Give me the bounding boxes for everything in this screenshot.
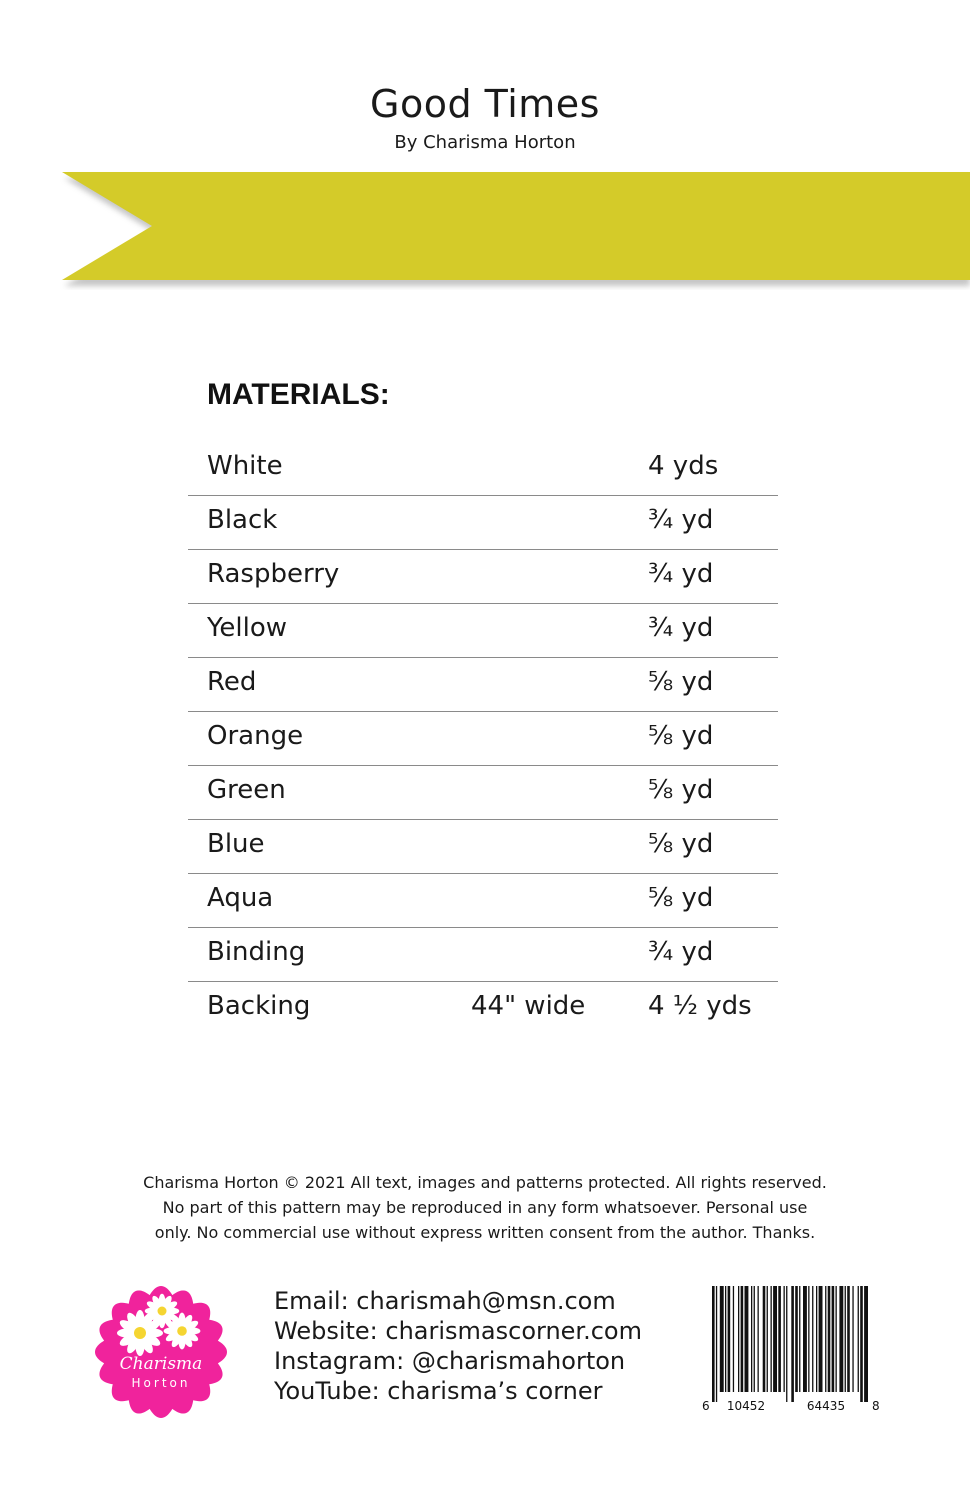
barcode-bar: [847, 1286, 850, 1392]
barcode-bar: [784, 1286, 785, 1392]
material-quantity: ⅝ yd: [648, 883, 714, 913]
material-name: Green: [207, 775, 286, 805]
material-name: White: [207, 451, 283, 481]
author-byline: By Charisma Horton: [394, 132, 576, 153]
material-name: Black: [207, 505, 278, 535]
barcode-bar: [754, 1286, 755, 1392]
material-quantity: ¾ yd: [648, 613, 714, 643]
materials-heading: MATERIALS:: [207, 378, 390, 411]
table-row: [188, 928, 778, 982]
material-quantity: 4 yds: [648, 451, 719, 481]
material-name: Orange: [207, 721, 304, 751]
barcode-bar: [767, 1286, 768, 1392]
website-line: Website: charismascorner.com: [274, 1317, 642, 1345]
barcode-bar: [860, 1286, 863, 1402]
logo-surname: Horton: [131, 1376, 191, 1390]
table-row: [188, 820, 778, 874]
barcode-group-left: 10452: [726, 1399, 766, 1413]
barcode-bar: [728, 1286, 731, 1392]
table-row: [188, 874, 778, 928]
material-name: Raspberry: [207, 559, 340, 589]
barcode-bar: [791, 1286, 794, 1402]
page-title: Good Times: [370, 82, 600, 126]
barcode-bar: [741, 1286, 744, 1392]
copyright-line: Charisma Horton © 2021 All text, images and patterns protected. All rights reserved.: [143, 1173, 827, 1192]
barcode-bar: [773, 1286, 777, 1392]
barcode-bar: [852, 1286, 853, 1392]
barcode-bar: [720, 1286, 724, 1392]
barcode-bar: [716, 1286, 717, 1402]
copyright-notice: [0, 1170, 970, 1245]
material-quantity: ¾ yd: [648, 937, 714, 967]
material-quantity: ⅝ yd: [648, 775, 714, 805]
barcode-bar: [795, 1286, 798, 1392]
barcode-bar: [763, 1286, 766, 1392]
table-row: [188, 712, 778, 766]
barcode-bar: [836, 1286, 837, 1392]
barcode-bar: [712, 1286, 715, 1402]
material-quantity: ⅝ yd: [648, 667, 714, 697]
barcode-bar: [812, 1286, 813, 1392]
upc-barcode: [700, 1284, 882, 1416]
table-row: [188, 442, 778, 496]
barcode-bar: [725, 1286, 726, 1392]
material-quantity: ⅝ yd: [648, 721, 714, 751]
barcode-group-right: 64435: [806, 1399, 846, 1413]
materials-table: [188, 442, 778, 1035]
material-quantity: ¾ yd: [648, 505, 714, 535]
material-name: Backing: [207, 991, 311, 1021]
barcode-lead-digit: 6: [702, 1399, 710, 1413]
barcode-bar: [858, 1286, 859, 1392]
barcode-bar: [733, 1286, 734, 1392]
barcode-bar: [819, 1286, 823, 1392]
barcode-bar: [799, 1286, 800, 1392]
barcode-bar: [825, 1286, 826, 1392]
barcode-bar: [771, 1286, 772, 1392]
barcode-bar: [738, 1286, 739, 1392]
material-name: Red: [207, 667, 257, 697]
barcode-bars: [712, 1286, 868, 1402]
copyright-line: No part of this pattern may be reproduced in any form whatsoever. Personal use: [162, 1198, 808, 1217]
material-quantity: 4 ½ yds: [648, 991, 752, 1021]
barcode-check-digit: 8: [872, 1399, 880, 1413]
material-note: 44" wide: [471, 991, 586, 1021]
material-quantity: ⅝ yd: [648, 829, 714, 859]
barcode-bar: [778, 1286, 781, 1392]
contact-info: [274, 1286, 642, 1406]
material-name: Aqua: [207, 883, 274, 913]
barcode-bar: [845, 1286, 846, 1392]
barcode-bar: [803, 1286, 807, 1392]
copyright-line: only. No commercial use without express written consent from the author. Thanks.: [154, 1223, 816, 1242]
material-name: Yellow: [207, 613, 288, 643]
logo-name: Charisma: [119, 1354, 203, 1374]
table-row: [188, 766, 778, 820]
barcode-bar: [758, 1286, 759, 1392]
banner-ribbon: [50, 170, 970, 290]
material-quantity: ¾ yd: [648, 559, 714, 589]
barcode-bar: [808, 1286, 809, 1392]
table-row: [188, 982, 778, 1035]
youtube-line: YouTube: charisma’s corner: [274, 1377, 603, 1405]
barcode-bar: [751, 1286, 752, 1392]
barcode-bar: [864, 1286, 868, 1402]
email-line: Email: charismah@msn.com: [274, 1287, 616, 1315]
instagram-line: Instagram: @charismahorton: [274, 1347, 626, 1375]
barcode-bar: [745, 1286, 749, 1392]
barcode-bar: [832, 1286, 835, 1392]
table-row: [188, 496, 778, 550]
barcode-bar: [839, 1286, 843, 1392]
barcode-bar: [828, 1286, 831, 1392]
material-name: Binding: [207, 937, 306, 967]
table-row: [188, 604, 778, 658]
barcode-bar: [816, 1286, 817, 1392]
table-row: [188, 658, 778, 712]
material-name: Blue: [207, 829, 265, 859]
table-row: [188, 550, 778, 604]
barcode-bar: [786, 1286, 787, 1402]
charisma-horton-logo: [92, 1283, 230, 1421]
